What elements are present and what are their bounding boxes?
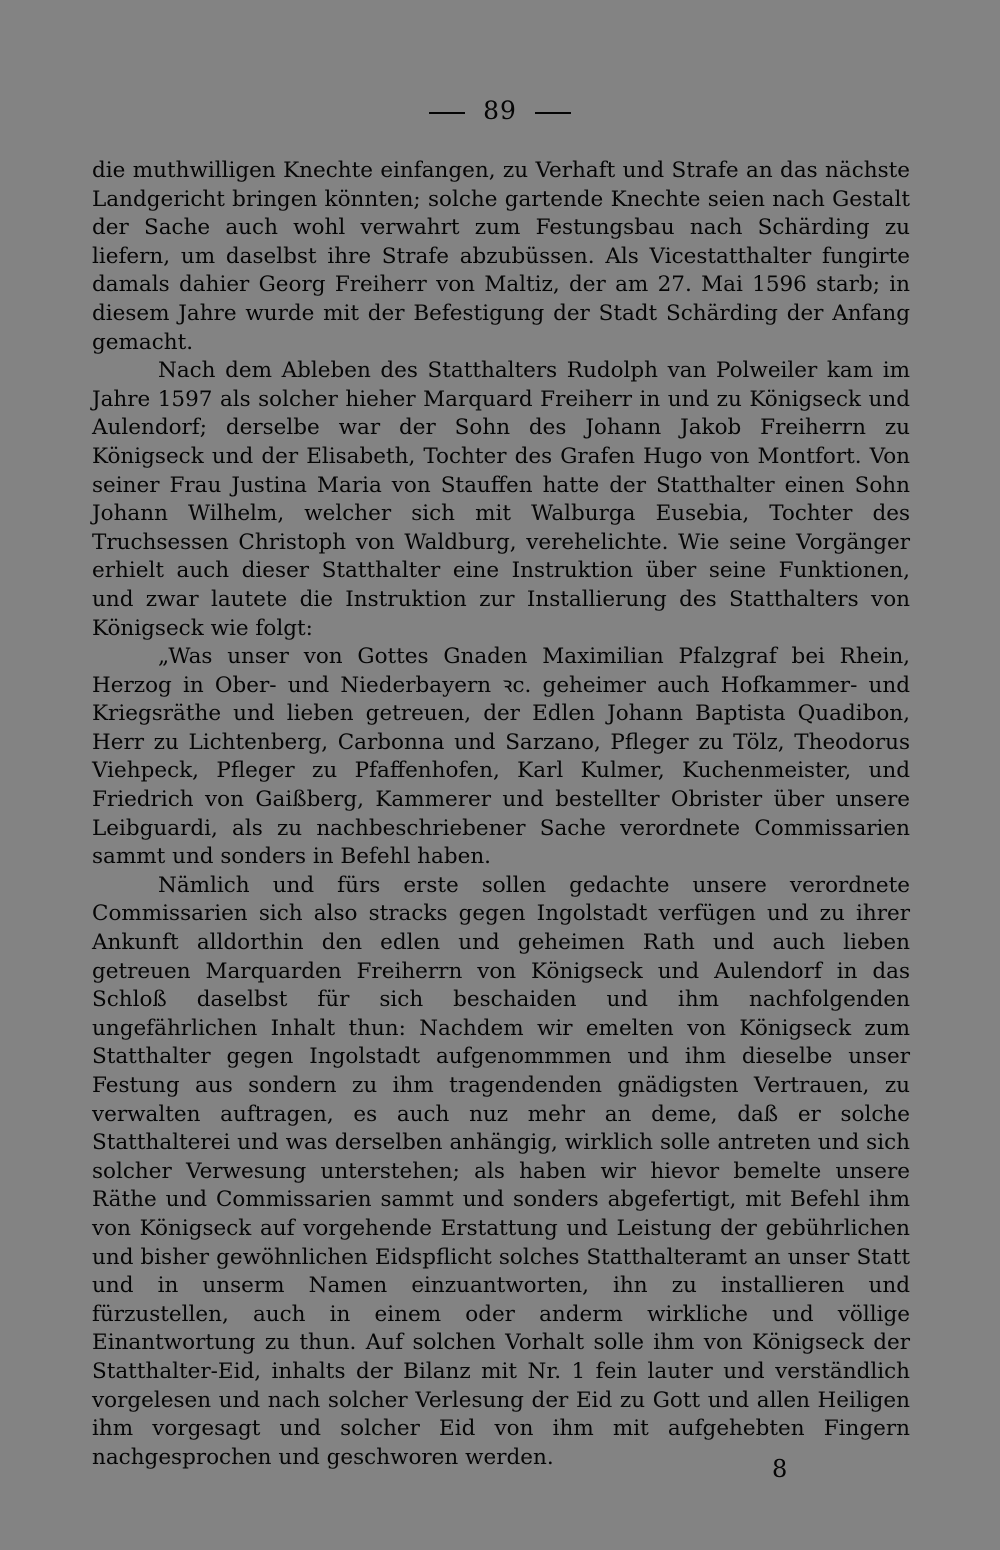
dash-left <box>429 112 465 114</box>
paragraph-instruction-quote: „Was unser von Gottes Gnaden Maximilian Pfalzgraf bei Rhein, Herzog in Ober- und Niederbayern ꝛc. geheimer auch Hofkammer- und Kriegsräthe und lieben getreuen, der Edlen Johann Baptista Quadibon, Herr zu Lichtenberg, Carbonna und Sarzano, Pfleger zu Tölz, Theodorus Viehpeck, Pfleger zu Pfaffenhofen, Karl Kulmer, Kuchenmeister, und Friedrich von Gaißberg, Kammerer und bestellter Obrister über unsere Leibguardi, als zu nachbeschriebener Sache verordnete Commissarien sammt und sonders in Befehl haben. <box>92 644 910 870</box>
paragraph-marquard: Nach dem Ableben des Statthalters Rudolph van Polweiler kam im Jahre 1597 als solcher hieher Marquard Freiherr in und zu Königseck und Aulendorf; derselbe war der Sohn des Johann Jakob Freiherrn zu Königseck und der Elisabeth, Tochter des Grafen Hugo von Montfort. Von seiner Frau Justina Maria von Stauffen hatte der Statthalter einen Sohn Johann Wilhelm, welcher sich mit Walburga Eusebia, Tochter des Truchsessen Christoph von Waldburg, verehelichte. Wie seine Vorgänger erhielt auch dieser Statthalter eine Instruktion über seine Funktionen, und zwar lautete die Instruktion zur Installierung des Statthalters von Königseck wie folgt: <box>92 358 910 641</box>
signature-mark: 8 <box>772 1455 788 1483</box>
dash-right <box>535 112 571 114</box>
page-number-header <box>0 96 1000 125</box>
paragraph-continuation: die muthwilligen Knechte einfangen, zu Verhaft und Strafe an das nächste Landgericht bringen könnten; solche gartende Knechte seien nach Gestalt der Sache auch wohl verwahrt zum Festungsbau nach Schärding zu liefern, um daselbst ihre Strafe abzubüssen. Als Vicestatthalter fungirte damals dahier Georg Freiherr von Maltiz, der am 27. Mai 1596 starb; in diesem Jahre wurde mit der Befestigung der Stadt Schärding der Anfang gemacht. <box>92 158 910 355</box>
body-text <box>92 157 910 1472</box>
paragraph-commissioners: Nämlich und fürs erste sollen gedachte unsere verordnete Commissarien sich also stracks gegen Ingolstadt verfügen und zu ihrer Ankunft alldorthin den edlen und geheimen Rath und auch lieben getreuen Marquarden Freiherrn von Königseck und Aulendorf in das Schloß daselbst für sich beschaiden und ihm nachfolgenden ungefährlichen Inhalt thun: Nachdem wir emelten von Königseck zum Statthalter gegen Ingolstadt aufgenommmen und ihm dieselbe unser Festung aus sondern zu ihm tragendenden gnädigsten Vertrauen, zu verwalten auftragen, es auch nuz mehr an deme, daß er solche Statthalterei und was derselben anhängig, wirklich solle antreten und sich solcher Verwesung unterstehen; als haben wir hievor bemelte unsere Räthe und Commissarien sammt und sonders abgefertigt, mit Befehl ihm von Königseck auf vorgehende Erstattung und Leistung der gebührlichen und bisher gewöhnlichen Eidspflicht solches Statthalteramt an unser Statt und in unserm Namen einzuantworten, ihn zu installieren und fürzustellen, auch in einem oder anderm wirkliche und völlige Einantwortung zu thun. Auf solchen Vorhalt solle ihm von Königseck der Statthalter-Eid, inhalts der Bilanz mit Nr. 1 fein lauter und verständlich vorgelesen und nach solcher Verlesung der Eid zu Gott und allen Heiligen ihm vorgesagt und solcher Eid von ihm mit aufgehebten Fingern nachgesprochen und geschworen werden. <box>92 872 910 1470</box>
page-number: 89 <box>483 96 517 125</box>
